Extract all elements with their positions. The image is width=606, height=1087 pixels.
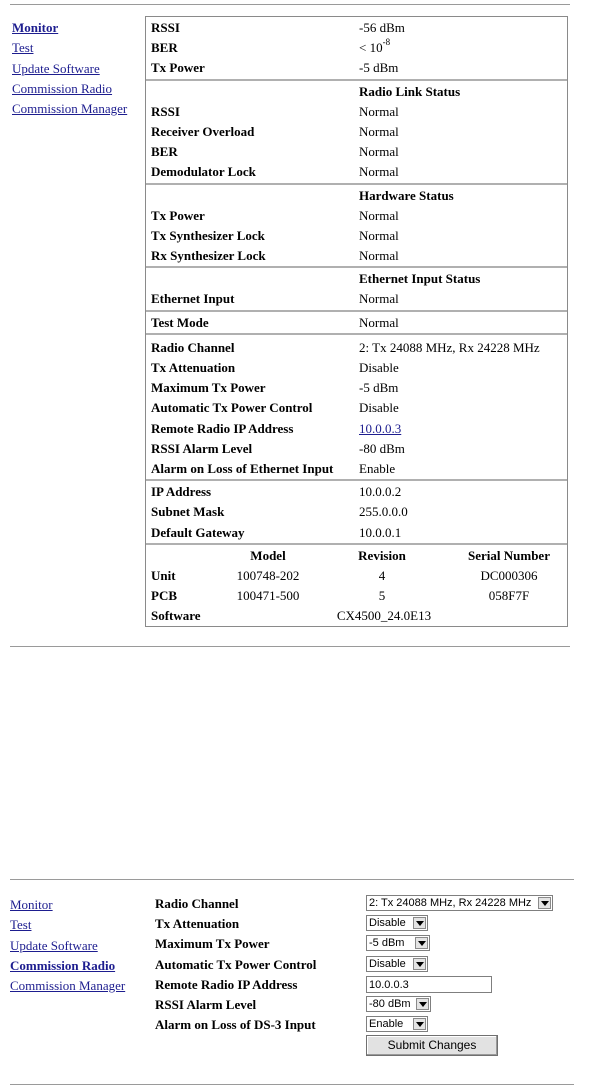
row-value: 255.0.0.0 bbox=[359, 504, 408, 520]
section-heading-row bbox=[146, 82, 567, 102]
form-row bbox=[155, 894, 575, 914]
field-label: Remote Radio IP Address bbox=[155, 976, 298, 992]
overview-row bbox=[146, 38, 567, 58]
max-tx-power-select[interactable] bbox=[366, 935, 430, 951]
form-row bbox=[155, 975, 575, 995]
chevron-down-icon bbox=[413, 958, 426, 970]
row-label: PCB bbox=[151, 588, 177, 604]
row-label: BER bbox=[151, 144, 178, 160]
row-label: Demodulator Lock bbox=[151, 164, 256, 180]
row-value: Normal bbox=[359, 207, 399, 223]
row-label: Unit bbox=[151, 567, 176, 583]
row-value: -56 dBm bbox=[359, 20, 405, 35]
form-row bbox=[155, 1015, 575, 1035]
row-value: Normal bbox=[359, 144, 399, 160]
commission-top-divider bbox=[10, 879, 574, 880]
overview-section bbox=[146, 17, 567, 79]
form-row bbox=[155, 934, 575, 954]
field-label: Maximum Tx Power bbox=[155, 936, 270, 952]
field-label: Alarm on Loss of DS-3 Input bbox=[155, 1017, 316, 1033]
row-label: Subnet Mask bbox=[151, 504, 225, 520]
nav-commission-radio[interactable]: Commission Radio bbox=[12, 80, 113, 96]
row-label: Tx Synthesizer Lock bbox=[151, 227, 265, 243]
row-label: Tx Power bbox=[151, 207, 205, 223]
model-cell: 100748-202 bbox=[236, 567, 300, 583]
field-label: RSSI Alarm Level bbox=[155, 996, 257, 1012]
row-label: Ethernet Input bbox=[151, 291, 235, 307]
revision-cell: 4 bbox=[378, 567, 386, 583]
nav-update-software[interactable]: Update Software bbox=[12, 60, 100, 76]
field-label: Radio Channel bbox=[155, 896, 239, 911]
form-row bbox=[155, 955, 575, 975]
row-value: Normal bbox=[359, 248, 399, 264]
serial-header: Serial Number bbox=[468, 547, 550, 563]
row-value: 10.0.0.1 bbox=[359, 524, 402, 540]
row-label: BER bbox=[151, 40, 178, 56]
config-section bbox=[146, 333, 567, 479]
chevron-down-icon bbox=[415, 937, 428, 949]
row-value: Disable bbox=[359, 400, 399, 416]
row-label: Software bbox=[151, 608, 201, 624]
network-section bbox=[146, 479, 567, 543]
config-row bbox=[146, 378, 567, 398]
software-value: CX4500_24.0E13 bbox=[336, 608, 432, 624]
row-label: Rx Synthesizer Lock bbox=[151, 248, 266, 264]
form-row bbox=[155, 995, 575, 1015]
row-label: Automatic Tx Power Control bbox=[151, 400, 313, 416]
row-value: Normal bbox=[359, 314, 399, 330]
row-label: RSSI bbox=[151, 103, 180, 119]
commission-form bbox=[155, 894, 575, 1035]
row-value: -5 dBm bbox=[359, 60, 399, 76]
network-row bbox=[146, 502, 567, 522]
chevron-down-icon bbox=[413, 917, 426, 929]
row-value: Disable bbox=[359, 360, 399, 375]
row-value bbox=[359, 421, 401, 437]
config-row bbox=[146, 358, 567, 378]
radio-link-section bbox=[146, 79, 567, 183]
nav-monitor[interactable]: Monitor bbox=[10, 897, 53, 912]
inventory-row bbox=[146, 586, 567, 606]
nav-monitor[interactable]: Monitor bbox=[12, 20, 59, 35]
tx-attenuation-select[interactable] bbox=[366, 915, 428, 931]
submit-changes-button[interactable]: Submit Changes bbox=[366, 1035, 498, 1056]
select-value: -5 dBm bbox=[369, 937, 405, 950]
overview-row bbox=[146, 18, 567, 38]
row-value: Normal bbox=[359, 227, 399, 243]
status-row bbox=[146, 226, 567, 246]
field-label: Automatic Tx Power Control bbox=[155, 956, 317, 972]
row-label: Test Mode bbox=[151, 314, 209, 330]
chevron-down-icon bbox=[416, 998, 429, 1010]
select-value: Disable bbox=[369, 957, 406, 970]
hardware-section bbox=[146, 183, 567, 267]
nav-commission-manager[interactable]: Commission Manager bbox=[12, 101, 128, 117]
status-row bbox=[146, 206, 567, 226]
section-heading: Radio Link Status bbox=[359, 83, 461, 99]
top-nav bbox=[12, 18, 127, 119]
row-value: -80 dBm bbox=[359, 440, 405, 456]
nav-test[interactable]: Test bbox=[12, 40, 34, 56]
row-label: Alarm on Loss of Ethernet Input bbox=[151, 460, 334, 476]
form-row bbox=[155, 914, 575, 934]
status-row bbox=[146, 162, 567, 182]
row-label: RSSI bbox=[151, 20, 180, 35]
row-value: Normal bbox=[359, 123, 399, 139]
row-value: 10.0.0.2 bbox=[359, 484, 402, 500]
inventory-row bbox=[146, 566, 567, 586]
section-heading-row bbox=[146, 186, 567, 206]
select-value: 2: Tx 24088 MHz, Rx 24228 MHz bbox=[369, 897, 532, 909]
status-row bbox=[146, 289, 567, 309]
revision-header: Revision bbox=[358, 547, 406, 563]
rssi-alarm-select[interactable] bbox=[366, 996, 431, 1012]
revision-cell: 5 bbox=[378, 588, 386, 604]
config-row bbox=[146, 398, 567, 418]
row-label: Maximum Tx Power bbox=[151, 380, 266, 396]
section-heading: Ethernet Input Status bbox=[359, 271, 481, 287]
network-row bbox=[146, 523, 567, 543]
row-value: Normal bbox=[359, 164, 399, 180]
nav-commission-manager[interactable]: Commission Manager bbox=[10, 978, 126, 994]
row-label: Tx Attenuation bbox=[151, 360, 236, 375]
monitor-bottom-divider bbox=[10, 646, 570, 647]
row-value: Normal bbox=[359, 103, 399, 119]
bottom-nav bbox=[10, 895, 125, 996]
select-value: Disable bbox=[369, 917, 406, 930]
nav-commission-radio[interactable]: Commission Radio bbox=[10, 957, 116, 973]
config-row bbox=[146, 459, 567, 479]
config-row bbox=[146, 419, 567, 439]
select-value: -80 dBm bbox=[369, 997, 411, 1010]
inventory-section bbox=[146, 543, 567, 627]
status-row bbox=[146, 122, 567, 142]
config-row bbox=[146, 338, 567, 358]
monitor-table bbox=[145, 16, 568, 627]
inventory-header-row bbox=[146, 546, 567, 566]
software-row bbox=[146, 606, 567, 626]
select-value: Enable bbox=[369, 1018, 404, 1031]
status-row bbox=[146, 102, 567, 122]
overview-row bbox=[146, 58, 567, 78]
nav-test[interactable]: Test bbox=[10, 917, 32, 933]
remote-ip-link[interactable]: 10.0.0.3 bbox=[359, 420, 402, 436]
row-value bbox=[359, 37, 391, 56]
row-value: Normal bbox=[359, 291, 399, 307]
remote-ip-input[interactable]: 10.0.0.3 bbox=[366, 976, 492, 993]
status-row bbox=[146, 313, 567, 333]
status-row bbox=[146, 142, 567, 162]
chevron-down-icon bbox=[413, 1018, 426, 1030]
status-row bbox=[146, 246, 567, 266]
nav-update-software[interactable]: Update Software bbox=[10, 937, 98, 953]
row-value: Enable bbox=[359, 460, 396, 476]
serial-cell: DC000306 bbox=[480, 567, 538, 583]
ethernet-section bbox=[146, 266, 567, 309]
ber-exponent: -8 bbox=[382, 37, 391, 48]
section-heading-row bbox=[146, 269, 567, 289]
row-label: IP Address bbox=[151, 484, 212, 500]
model-header: Model bbox=[250, 547, 286, 563]
row-label: Remote Radio IP Address bbox=[151, 420, 294, 436]
row-label: Tx Power bbox=[151, 60, 205, 76]
ber-value: < 10 bbox=[359, 40, 383, 56]
network-row bbox=[146, 482, 567, 502]
row-value: 2: Tx 24088 MHz, Rx 24228 MHz bbox=[359, 339, 540, 355]
model-cell: 100471-500 bbox=[236, 588, 300, 604]
chevron-down-icon bbox=[538, 897, 551, 909]
row-label: Receiver Overload bbox=[151, 123, 255, 139]
serial-cell: 058F7F bbox=[488, 588, 530, 604]
row-label: RSSI Alarm Level bbox=[151, 440, 253, 456]
row-label: Radio Channel bbox=[151, 339, 235, 355]
radio-channel-select[interactable] bbox=[366, 895, 553, 911]
test-mode-section bbox=[146, 310, 567, 333]
row-value: -5 dBm bbox=[359, 380, 399, 396]
alarm-loss-ds3-select[interactable] bbox=[366, 1016, 428, 1032]
row-label: Default Gateway bbox=[151, 524, 245, 540]
config-row bbox=[146, 439, 567, 459]
field-label: Tx Attenuation bbox=[155, 916, 240, 932]
top-divider bbox=[10, 4, 570, 5]
commission-bottom-divider bbox=[10, 1084, 574, 1085]
auto-tx-power-select[interactable] bbox=[366, 956, 428, 972]
section-heading: Hardware Status bbox=[359, 187, 454, 203]
